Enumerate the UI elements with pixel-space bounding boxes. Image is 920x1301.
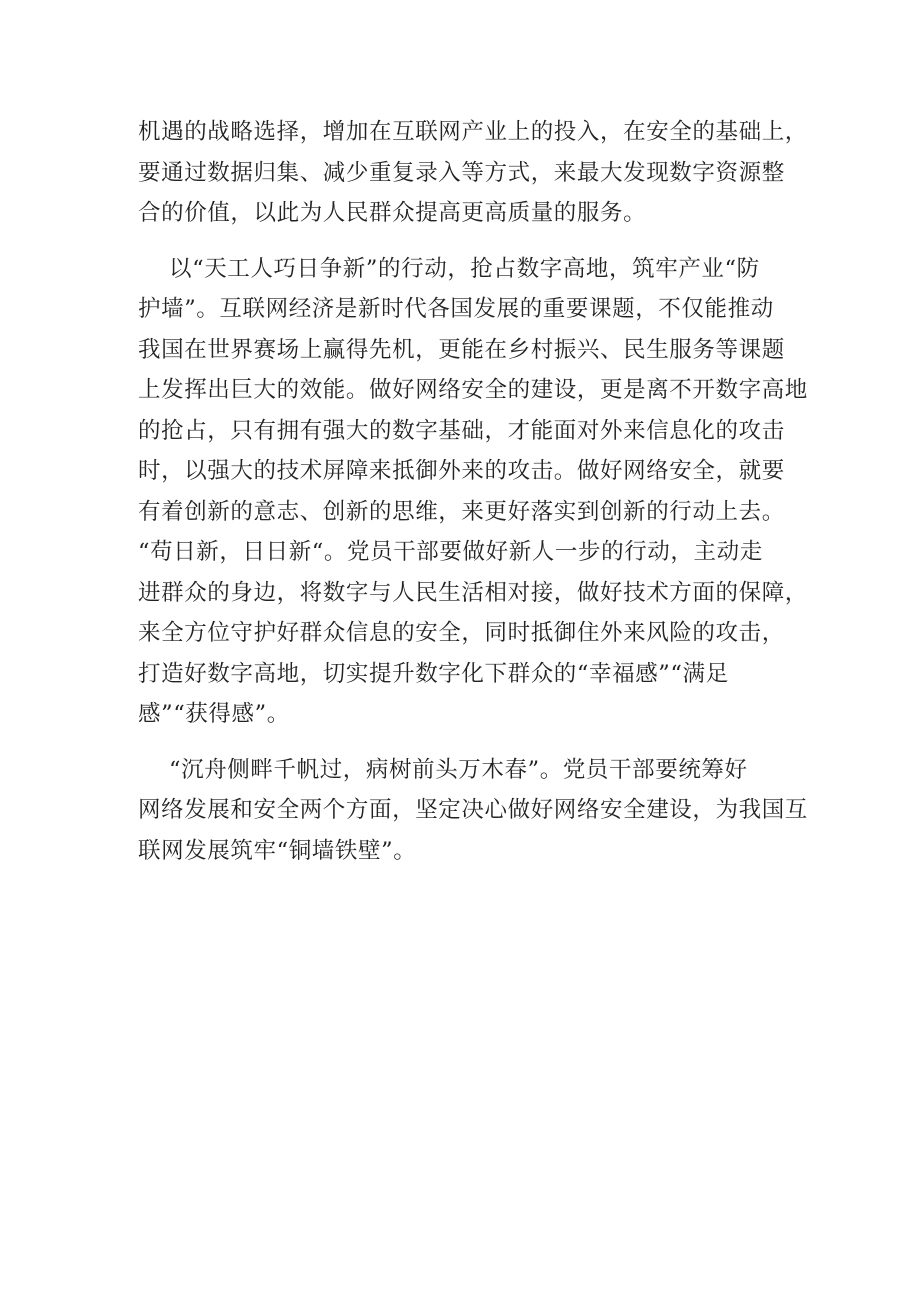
text-line: 网络发展和安全两个方面，坚定决心做好网络安全建设，为我国互 [138,797,808,823]
text-line: 以“天工人巧日争新”的行动，抢占数字高地，筑牢产业“防 [138,255,760,282]
text-line: 合的价值，以此为人民群众提高更高质量的服务。 [138,200,647,226]
text-line: 护墙”。互联网经济是新时代各国发展的重要课题，不仅能推动 [138,296,774,322]
text-line: 时，以强大的技术屏障来抵御外来的攻击。做好网络安全，就要 [138,458,785,484]
text-line: 来全方位守护好群众信息的安全，同时抵御住外来风险的攻击， [138,620,785,646]
paragraph-3 [138,750,808,872]
text-line: 上发挥出巨大的效能。做好网络安全的建设，更是离不开数字高地 [138,377,808,403]
text-line: 机遇的战略选择，增加在互联网产业上的投入，在安全的基础上， [138,119,808,145]
text-line: 我国在世界赛场上赢得先机，更能在乡村振兴、民生服务等课题 [138,336,785,363]
paragraph-1 [138,112,808,234]
text-line: 要通过数据归集、减少重复录入等方式，来最大发现数字资源整 [138,159,785,186]
text-line: 感”“获得感”。 [138,701,290,727]
text-line: 联网发展筑牢“铜墙铁壁”。 [138,837,417,864]
paragraph-2 [138,249,808,735]
document-body [138,112,808,871]
text-line: 打造好数字高地，切实提升数字化下群众的“幸福感”“满足 [138,660,729,687]
text-line: “苟日新，日日新“。党员干部要做好新人一步的行动，主动走 [138,539,763,565]
text-line: “沉舟侧畔千帆过，病树前头万木春”。党员干部要统筹好 [138,756,748,783]
text-line: 的抢占，只有拥有强大的数字基础，才能面对外来信息化的攻击 [138,417,785,444]
text-line: 有着创新的意志、创新的思维，来更好落实到创新的行动上去。 [138,498,785,525]
text-line: 进群众的身边，将数字与人民生活相对接，做好技术方面的保障， [138,579,808,606]
